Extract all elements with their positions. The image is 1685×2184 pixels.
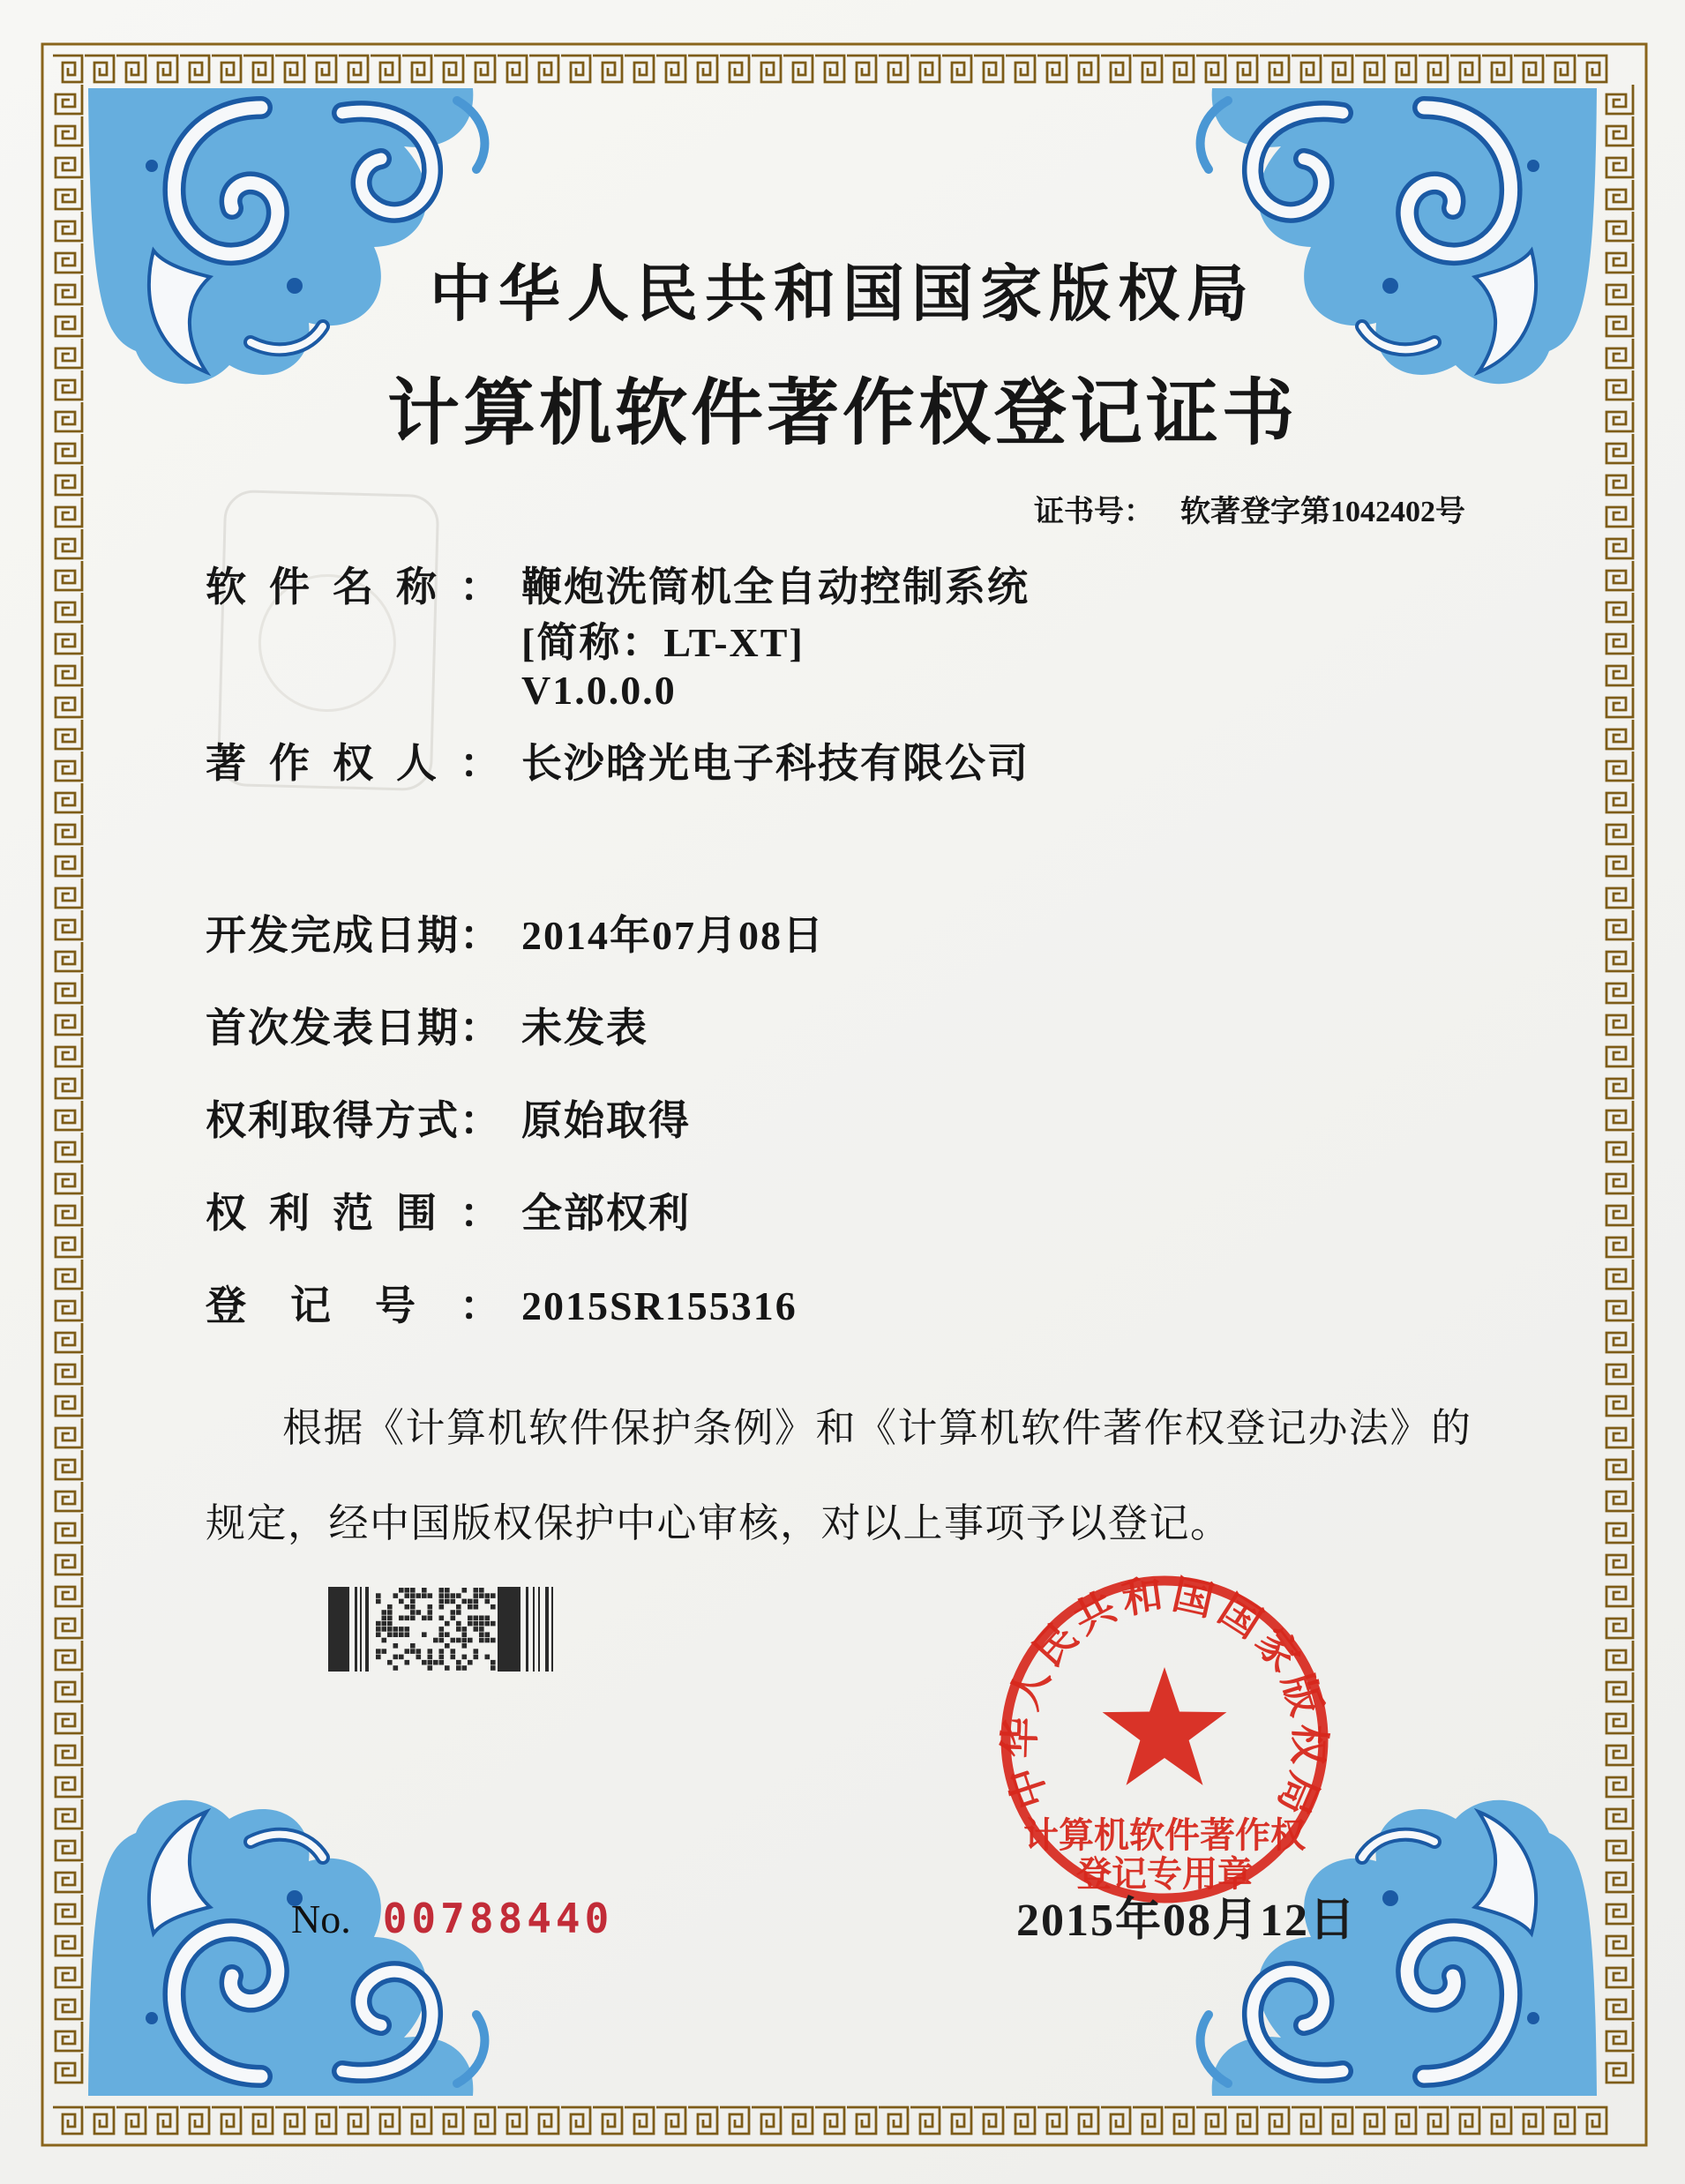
serial-number-label: No. (291, 1896, 351, 1941)
field-label: 权利范围： (206, 1191, 500, 1236)
field-value: 鞭炮洗筒机全自动控制系统 (521, 565, 1030, 610)
certificate-number-line (1034, 487, 1465, 530)
field-label: 软件名称： (206, 565, 500, 610)
certificate-number-value: 软著登字第1042402号 (1180, 496, 1465, 528)
corner-flourish-top-right (1201, 88, 1597, 384)
field-label: 首次发表日期： (206, 1006, 500, 1051)
certificate-number-label: 证书号： (1034, 496, 1154, 528)
statement-line-2: 规定，经中国版权保护中心审核，对以上事项予以登记。 (206, 1501, 1232, 1545)
field-label: 权利取得方式： (206, 1098, 500, 1143)
official-seal (988, 1563, 1341, 1916)
field-right-scope (206, 1191, 691, 1238)
field-label: 登记号： (206, 1283, 500, 1328)
field-copyright-owner (206, 741, 1030, 788)
seal-text-line2: 登记专用章 (1076, 1854, 1253, 1894)
field-dev-complete-date (206, 913, 825, 960)
field-label: 开发完成日期： (206, 913, 500, 958)
field-value: 长沙晗光电子科技有限公司 (521, 741, 1030, 786)
field-software-name (206, 565, 1030, 611)
serial-number-line (291, 1895, 613, 1942)
corner-flourish-top-left (88, 88, 484, 384)
field-value: 原始取得 (521, 1098, 691, 1143)
field-registration-number (206, 1283, 798, 1330)
seal-text-line1: 计算机软件著作权 (1023, 1815, 1306, 1855)
statement-line-1: 根据《计算机软件保护条例》和《计算机软件著作权登记办法》的 (282, 1406, 1472, 1450)
field-value: 2015SR155316 (521, 1283, 798, 1328)
certificate-title: 计算机软件著作权登记证书 (386, 373, 1298, 453)
field-software-shortname: [简称：LT-XT] (521, 620, 805, 665)
issue-date: 2015年08月12日 (1015, 1896, 1357, 1946)
field-label: 著作权人： (206, 741, 500, 786)
serial-number-value: 00788440 (382, 1895, 614, 1942)
field-value: 2014年07月08日 (521, 913, 825, 958)
corner-flourish-bottom-left (88, 1800, 484, 2096)
field-right-acquisition (206, 1098, 691, 1145)
barcode (328, 1587, 561, 1672)
authority-title: 中华人民共和国国家版权局 (430, 261, 1255, 329)
seal-star-icon (1103, 1667, 1227, 1785)
field-value: 全部权利 (521, 1191, 691, 1236)
field-value: 未发表 (521, 1006, 648, 1051)
field-first-publish-date (206, 1006, 648, 1052)
field-software-version: V1.0.0.0 (521, 668, 677, 713)
seal-ring-text: 中华人民共和国国家版权局 (997, 1571, 1333, 1827)
